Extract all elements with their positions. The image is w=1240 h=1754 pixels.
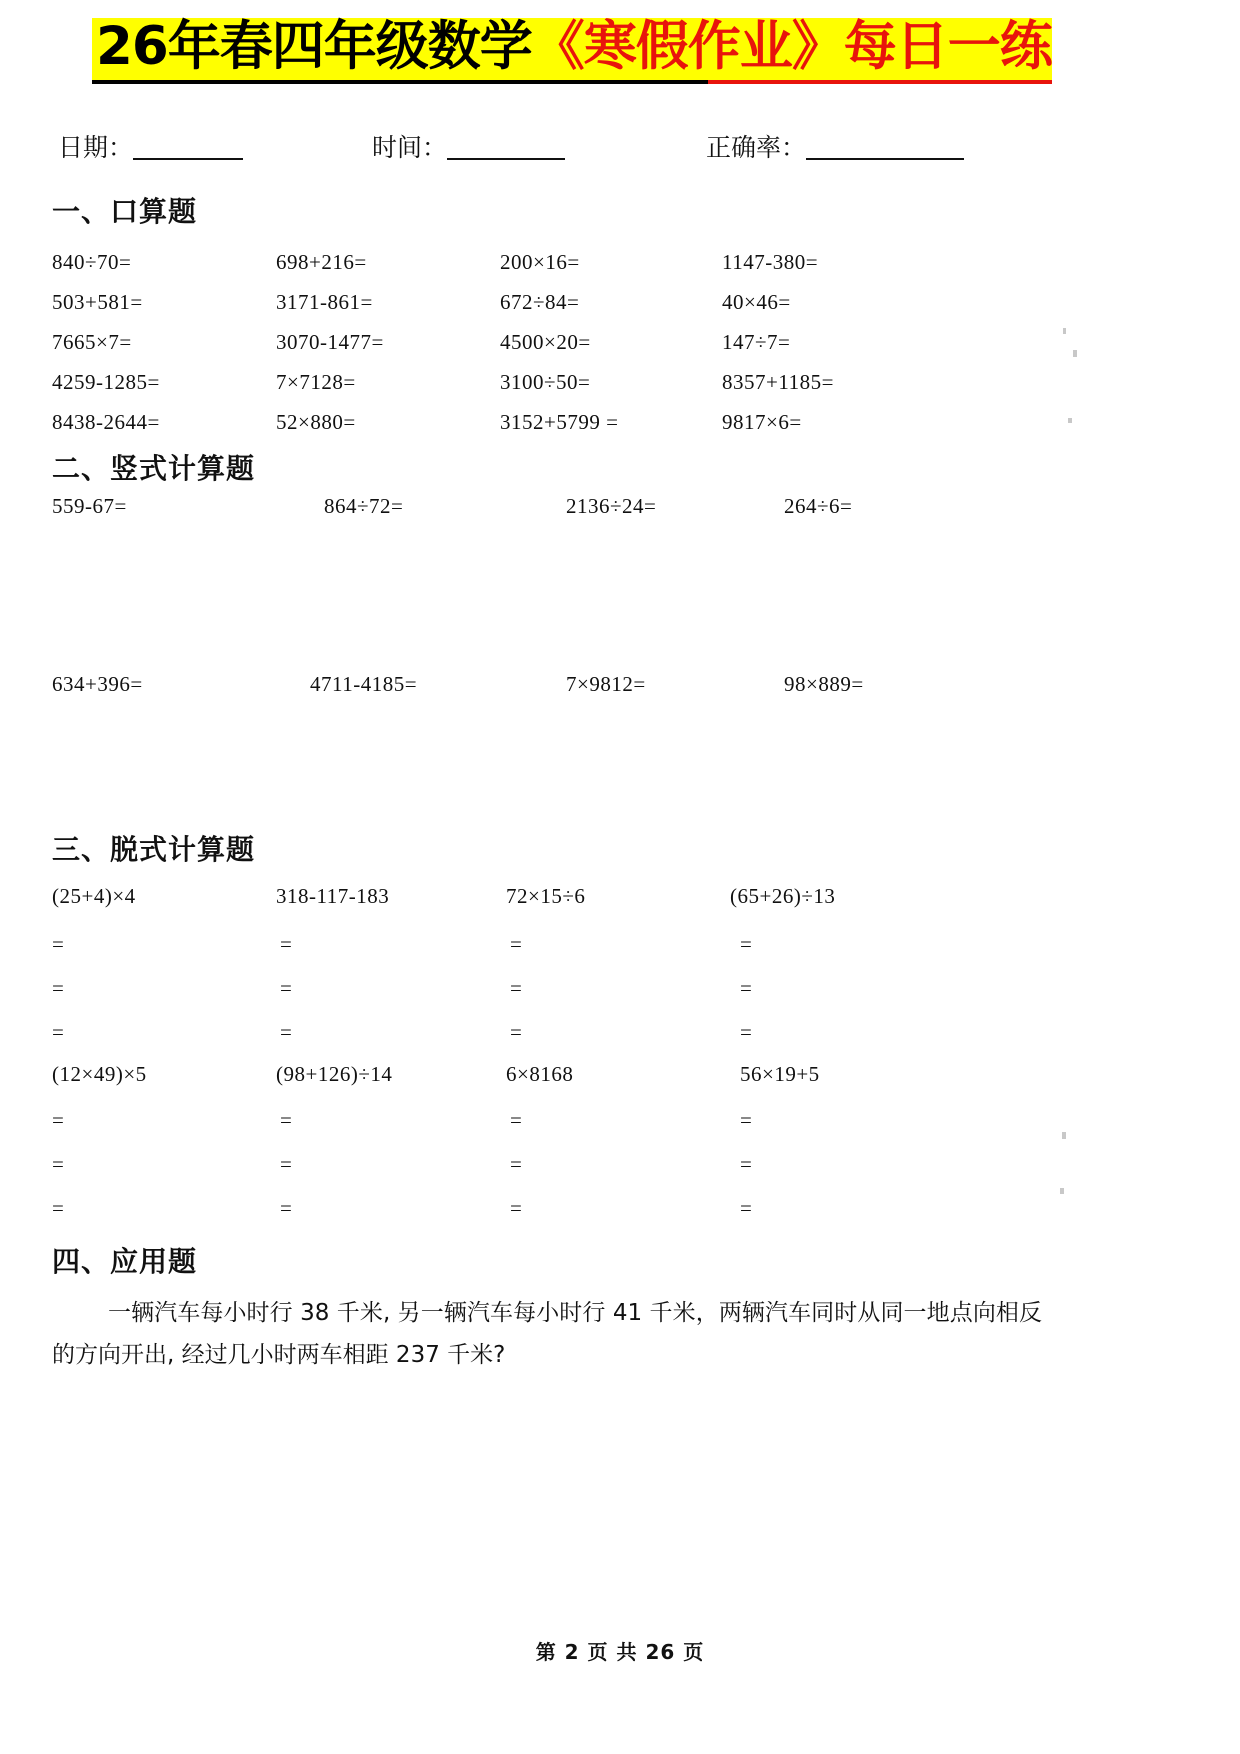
title-black-part: 26年春四年级数学 [96, 16, 532, 77]
header-fields [0, 128, 1240, 172]
problem-1-1-2[interactable]: 698+216= [276, 250, 367, 274]
equals-line-2-1-2[interactable]: = [52, 1152, 64, 1176]
problem-1-4-1[interactable]: 4259-1285= [52, 370, 160, 394]
problem-2-2-1[interactable]: 634+396= [52, 672, 143, 696]
scan-speck [1062, 1132, 1066, 1139]
problem-2-2-4[interactable]: 98×889= [784, 672, 864, 696]
problem-3-2-1[interactable]: (12×49)×5 [52, 1062, 147, 1086]
section-heading-2: 二、竖式计算题 [52, 452, 256, 485]
equals-line-1-3-3[interactable]: = [510, 1020, 522, 1044]
accuracy-blank[interactable] [806, 136, 964, 160]
title-red-part: 《寒假作业》每日一练 [531, 16, 1052, 77]
problem-1-3-2[interactable]: 3070-1477= [276, 330, 384, 354]
date-field[interactable] [58, 128, 243, 164]
problem-1-1-4[interactable]: 1147-380= [722, 250, 819, 274]
problem-1-5-2[interactable]: 52×880= [276, 410, 356, 434]
problem-1-2-1[interactable]: 503+581= [52, 290, 143, 314]
problem-2-2-2[interactable]: 4711-4185= [310, 672, 418, 696]
problem-2-1-2[interactable]: 864÷72= [324, 494, 404, 518]
title-underline-black [92, 80, 708, 84]
problem-2-1-1[interactable]: 559-67= [52, 494, 127, 518]
problem-3-2-4[interactable]: 56×19+5 [740, 1062, 820, 1086]
equals-line-1-2-2[interactable]: = [280, 976, 292, 1000]
problem-2-1-3[interactable]: 2136÷24= [566, 494, 657, 518]
accuracy-label: 正确率： [706, 133, 807, 162]
problem-1-2-4[interactable]: 40×46= [722, 290, 791, 314]
problem-1-5-1[interactable]: 8438-2644= [52, 410, 160, 434]
time-label: 时间： [372, 133, 448, 162]
problem-3-1-3[interactable]: 72×15÷6 [506, 884, 586, 908]
equals-line-1-4-2[interactable]: = [740, 976, 752, 1000]
problem-1-3-4[interactable]: 147÷7= [722, 330, 791, 354]
section-heading-3: 三、脱式计算题 [52, 833, 256, 866]
scan-speck [1060, 1188, 1064, 1194]
problem-1-3-3[interactable]: 4500×20= [500, 330, 591, 354]
title-underline-red [708, 80, 1052, 84]
equals-line-1-2-1[interactable]: = [280, 932, 292, 956]
equals-line-2-4-1[interactable]: = [740, 1108, 752, 1132]
problem-1-2-2[interactable]: 3171-861= [276, 290, 373, 314]
equals-line-1-1-1[interactable]: = [52, 932, 64, 956]
equals-line-2-1-1[interactable]: = [52, 1108, 64, 1132]
section-heading-4: 四、应用题 [52, 1245, 198, 1278]
problem-3-2-2[interactable]: (98+126)÷14 [276, 1062, 393, 1086]
equals-line-2-3-2[interactable]: = [510, 1152, 522, 1176]
problem-3-1-2[interactable]: 318-117-183 [276, 884, 390, 908]
date-label: 日期： [58, 133, 134, 162]
problem-3-1-1[interactable]: (25+4)×4 [52, 884, 136, 908]
scan-speck [1068, 418, 1072, 423]
problem-1-1-3[interactable]: 200×16= [500, 250, 580, 274]
equals-line-1-1-2[interactable]: = [52, 976, 64, 1000]
equals-line-1-3-2[interactable]: = [510, 976, 522, 1000]
problem-1-2-3[interactable]: 672÷84= [500, 290, 580, 314]
scan-speck [1063, 328, 1066, 334]
equals-line-2-4-2[interactable]: = [740, 1152, 752, 1176]
equals-line-2-3-1[interactable]: = [510, 1108, 522, 1132]
equals-line-2-2-1[interactable]: = [280, 1108, 292, 1132]
scan-speck [1073, 350, 1077, 357]
equals-line-1-3-1[interactable]: = [510, 932, 522, 956]
equals-line-2-1-3[interactable]: = [52, 1196, 64, 1220]
page-footer: 第 2 页 共 26 页 [535, 1640, 705, 1664]
problem-1-5-3[interactable]: 3152+5799 = [500, 410, 619, 434]
page-title [96, 16, 1052, 78]
problem-1-4-2[interactable]: 7×7128= [276, 370, 356, 394]
word-problem-text: 一辆汽车每小时行 38 千米, 另一辆汽车每小时行 41 千米，两辆汽车同时从同一地点向相反的方向开出, 经过几小时两车相距 237 千米? [52, 1300, 1042, 1368]
equals-line-1-2-3[interactable]: = [280, 1020, 292, 1044]
problem-3-1-4[interactable]: (65+26)÷13 [730, 884, 836, 908]
equals-line-2-2-3[interactable]: = [280, 1196, 292, 1220]
equals-line-2-3-3[interactable]: = [510, 1196, 522, 1220]
time-blank[interactable] [447, 136, 565, 160]
accuracy-field[interactable] [706, 128, 964, 164]
title-highlight-banner [92, 18, 1052, 80]
problem-1-1-1[interactable]: 840÷70= [52, 250, 132, 274]
problem-1-4-4[interactable]: 8357+1185= [722, 370, 834, 394]
equals-line-1-4-1[interactable]: = [740, 932, 752, 956]
date-blank[interactable] [133, 136, 243, 160]
time-field[interactable] [372, 128, 565, 164]
equals-line-1-1-3[interactable]: = [52, 1020, 64, 1044]
problem-1-4-3[interactable]: 3100÷50= [500, 370, 591, 394]
problem-1-5-4[interactable]: 9817×6= [722, 410, 802, 434]
equals-line-1-4-3[interactable]: = [740, 1020, 752, 1044]
equals-line-2-2-2[interactable]: = [280, 1152, 292, 1176]
problem-1-3-1[interactable]: 7665×7= [52, 330, 132, 354]
problem-2-1-4[interactable]: 264÷6= [784, 494, 853, 518]
problem-3-2-3[interactable]: 6×8168 [506, 1062, 574, 1086]
problem-2-2-3[interactable]: 7×9812= [566, 672, 646, 696]
equals-line-2-4-3[interactable]: = [740, 1196, 752, 1220]
section-heading-1: 一、口算题 [52, 195, 198, 228]
